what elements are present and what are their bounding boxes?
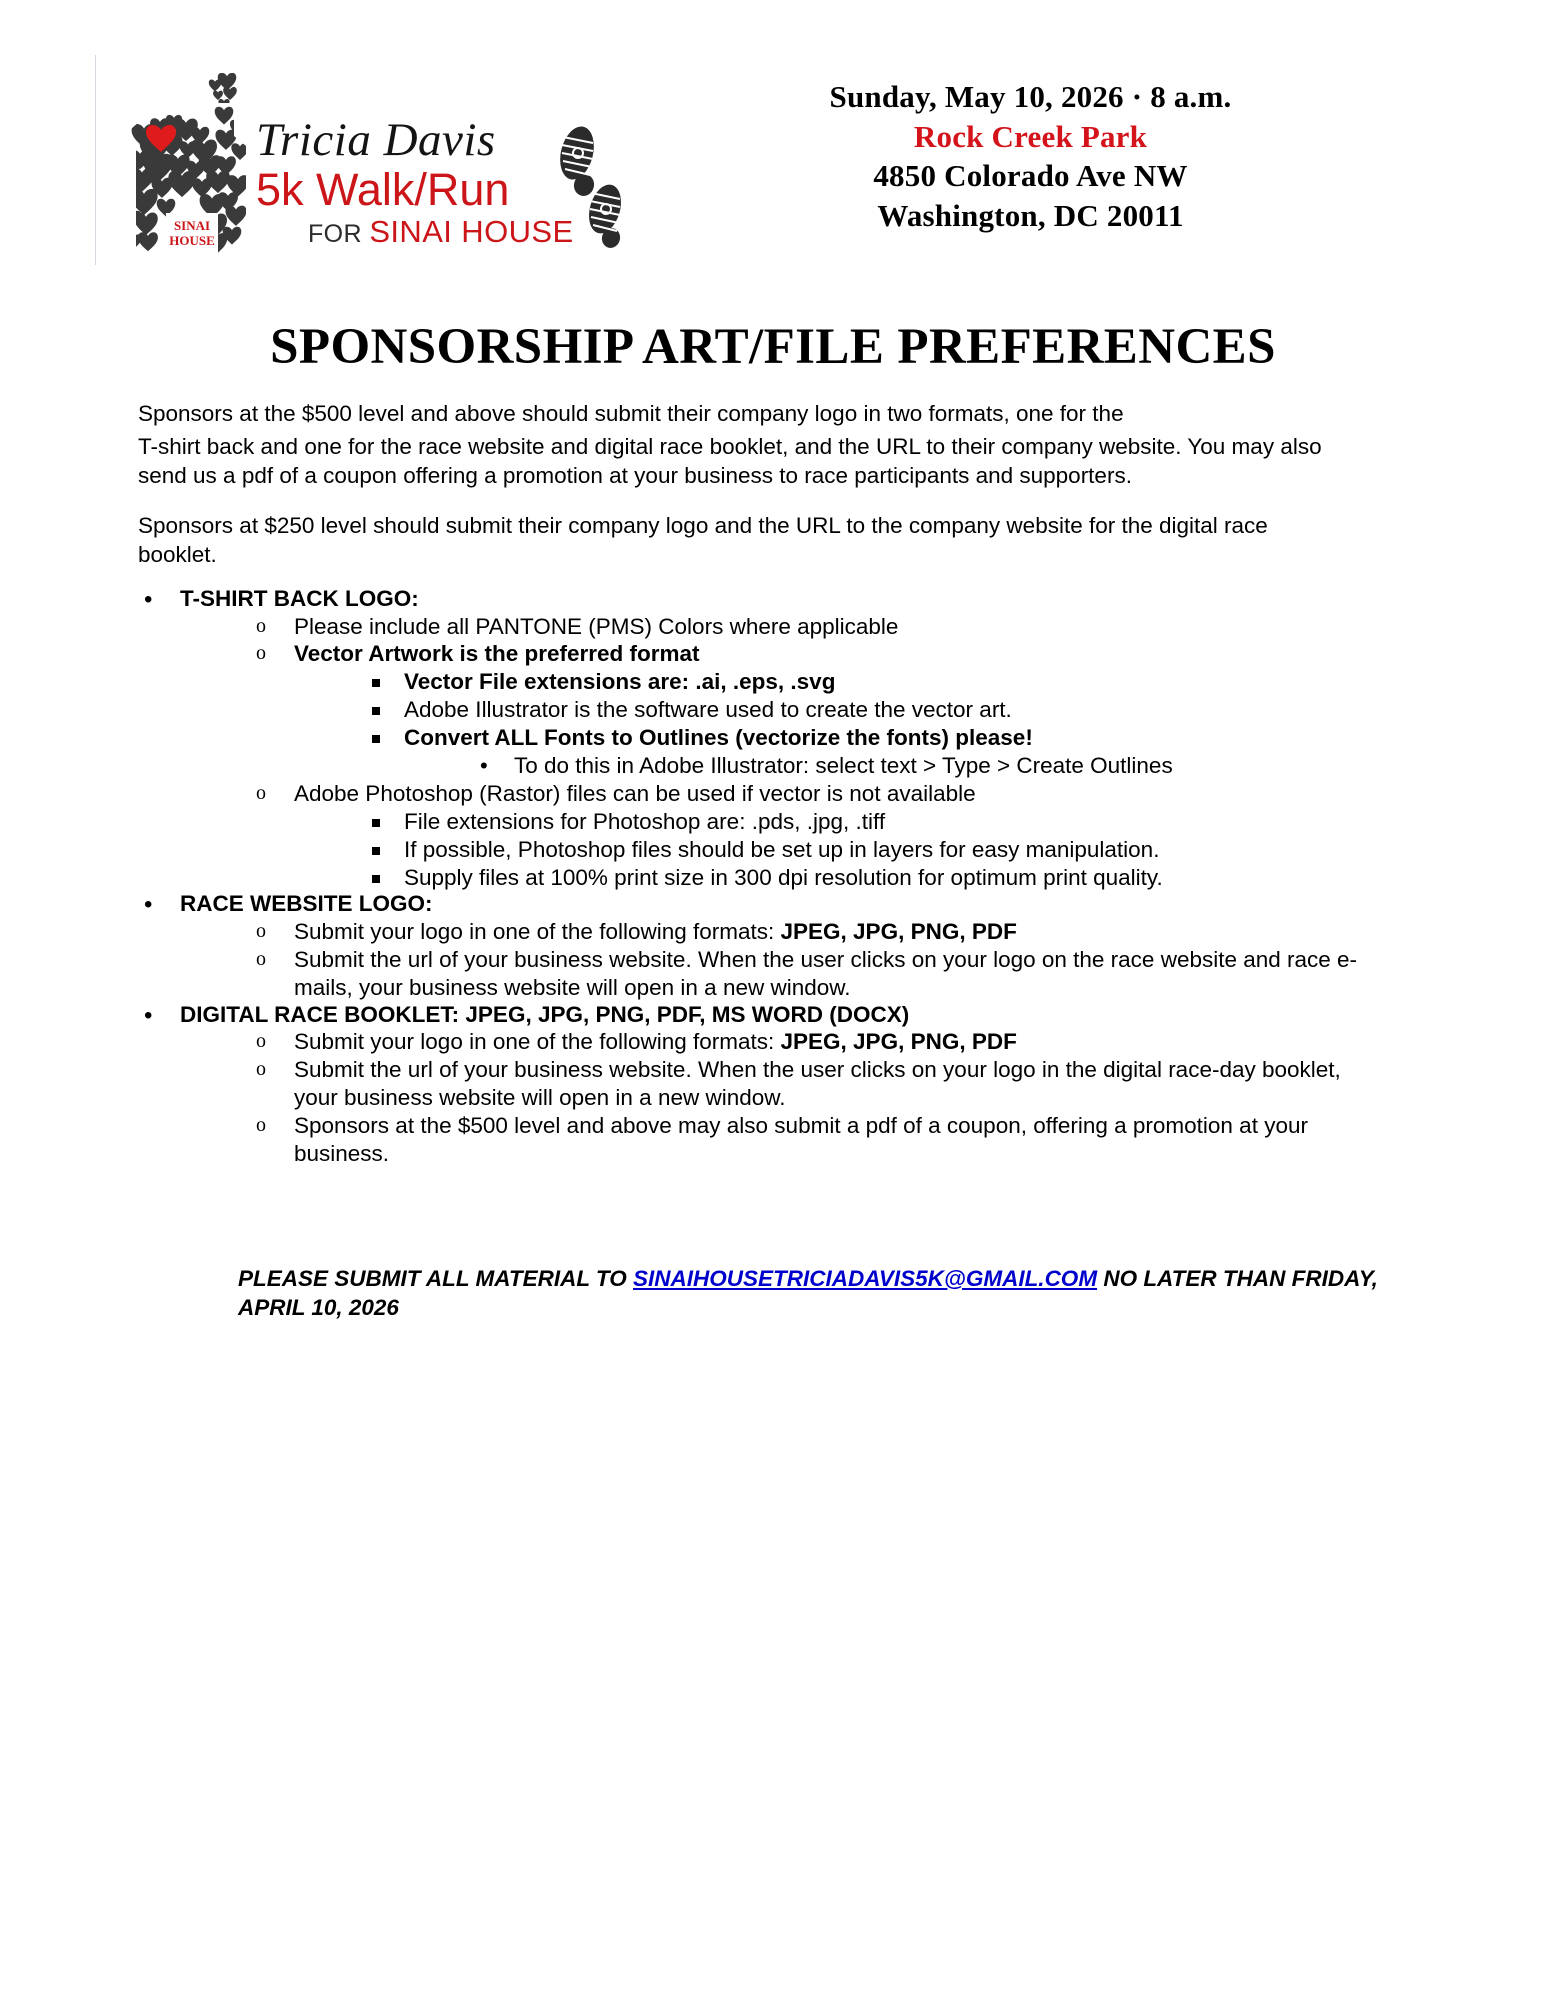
list-item	[252, 613, 1451, 641]
list-item	[366, 864, 1451, 892]
section-heading: T-SHIRT BACK LOGO:	[180, 585, 419, 611]
intro-paragraph-1-line-1: Sponsors at the $500 level and above should submit their company logo in two formats, one for the	[138, 401, 1124, 426]
list-item-formats: JPEG, JPG, PNG, PDF	[780, 1029, 1017, 1055]
page-title: SPONSORSHIP ART/FILE PREFERENCES	[270, 319, 1276, 375]
list-item	[366, 724, 1451, 780]
page-header	[0, 0, 1546, 260]
event-details	[635, 55, 1486, 236]
logo-title-tricia-davis: Tricia Davis	[256, 114, 496, 166]
list-item-label	[294, 1028, 1374, 1056]
list-item-label: Vector Artwork is the preferred format	[294, 641, 700, 667]
logo-subtitle-5k-walk-run: 5k Walk/Run	[256, 164, 510, 215]
event-address: 4850 Colorado Ave NW	[873, 158, 1188, 194]
circle-bullet-icon: o	[256, 1058, 266, 1081]
house-label-house: HOUSE	[169, 233, 215, 248]
bullet-icon: •	[144, 1001, 153, 1029]
list-item	[252, 1056, 1451, 1112]
list-item-label: If possible, Photoshop files should be set up in layers for easy manipulation.	[404, 836, 1160, 862]
square-bullet-icon	[372, 735, 380, 743]
square-bullet-icon	[372, 875, 380, 883]
submit-prefix-text: PLEASE SUBMIT ALL MATERIAL TO	[238, 1265, 634, 1291]
list-item	[366, 696, 1451, 724]
list-item-label: Adobe Illustrator is the software used to create the vector art.	[404, 697, 1012, 723]
circle-bullet-icon: o	[256, 1113, 266, 1136]
event-date-time: Sunday, May 10, 2026 · 8 a.m.	[829, 79, 1232, 114]
square-bullet-icon	[372, 679, 380, 687]
section-tshirt-back-logo	[138, 586, 1451, 891]
list-item	[252, 918, 1451, 946]
circle-bullet-icon: o	[256, 642, 266, 665]
submission-instructions	[0, 1264, 1480, 1323]
list-item	[252, 1112, 1451, 1168]
square-bullet-icon	[372, 847, 380, 855]
list-item	[366, 808, 1451, 836]
list-item-label	[294, 918, 1374, 946]
photoshop-sub-list	[294, 808, 1451, 892]
list-item	[252, 1028, 1451, 1056]
list-item	[476, 752, 1451, 780]
bullet-icon: •	[144, 585, 153, 613]
submission-email-link[interactable]: SINAIHOUSETRICIADAVIS5K@GMAIL.COM	[633, 1265, 1098, 1291]
tshirt-sub-list	[180, 613, 1451, 892]
circle-bullet-icon: o	[256, 919, 266, 942]
section-race-website-logo	[138, 891, 1451, 1001]
square-bullet-icon	[372, 707, 380, 715]
list-item-label: Vector File extensions are: .ai, .eps, .svg	[404, 669, 836, 695]
outlines-sub-list	[404, 752, 1451, 780]
circle-bullet-icon: o	[256, 614, 266, 637]
event-logo	[95, 55, 635, 265]
list-item-label: To do this in Adobe Illustrator: select text > Type > Create Outlines	[514, 752, 1173, 778]
circle-bullet-icon: o	[256, 947, 266, 970]
list-item-formats: JPEG, JPG, PNG, PDF	[780, 918, 1017, 944]
house-label-sinai: SINAI	[173, 218, 211, 233]
section-heading: RACE WEBSITE LOGO:	[180, 891, 433, 917]
logo-for-word: FOR	[308, 220, 370, 249]
logo-org-name: SINAI HOUSE	[369, 214, 574, 250]
bullet-icon: •	[480, 752, 488, 778]
list-item	[252, 640, 1451, 779]
circle-bullet-icon: o	[256, 1030, 266, 1053]
booklet-sub-list	[180, 1028, 1451, 1167]
list-item	[366, 836, 1451, 864]
requirements-list	[138, 586, 1451, 1168]
list-item-label: Submit the url of your business website. When the user clicks on your logo in the digital race-day booklet, your business website will open in a new window.	[294, 1057, 1341, 1110]
circle-bullet-icon: o	[256, 781, 266, 804]
logo-tagline-for-sinai-house	[256, 214, 586, 250]
running-shoe-prints-icon	[551, 123, 627, 248]
intro-paragraph-1-rest: T-shirt back and one for the race website and digital race booklet, and the URL to their company website. You may also send us a pdf of a coupon offering a promotion at your business to race participants and supporters.	[138, 433, 1322, 488]
list-item-label: Adobe Photoshop (Rastor) files can be used if vector is not available	[294, 780, 976, 806]
list-item	[252, 780, 1451, 892]
event-city-state-zip: Washington, DC 20011	[877, 198, 1184, 234]
list-item-label: File extensions for Photoshop are: .pds, .jpg, .tiff	[404, 808, 886, 834]
square-bullet-icon	[372, 819, 380, 827]
logo-wordmark	[256, 114, 586, 250]
intro-paragraph-2: Sponsors at $250 level should submit their company logo and the URL to the company website for the digital race booklet.	[138, 513, 1268, 568]
document-body	[0, 400, 1546, 1168]
list-item	[252, 946, 1451, 1002]
vector-sub-list	[294, 668, 1451, 780]
list-item-label: Convert ALL Fonts to Outlines (vectorize the fonts) please!	[404, 725, 1033, 751]
list-item-label: Sponsors at the $500 level and above may also submit a pdf of a coupon, offering a promotion at your business.	[294, 1112, 1308, 1166]
section-digital-race-booklet	[138, 1002, 1451, 1168]
submit-deadline-text: NO LATER THAN FRIDAY, APRIL 10, 2026	[238, 1265, 1378, 1320]
list-item-label: Submit the url of your business website. When the user clicks on your logo on the race website and race e-mails, your business website will open in a new window.	[294, 946, 1358, 1000]
list-item-label: Supply files at 100% print size in 300 dpi resolution for optimum print quality.	[404, 864, 1163, 890]
section-heading: DIGITAL RACE BOOKLET: JPEG, JPG, PNG, PDF, MS WORD (DOCX)	[180, 1001, 910, 1027]
race-website-sub-list	[180, 918, 1451, 1002]
list-item-label: Please include all PANTONE (PMS) Colors where applicable	[294, 613, 899, 639]
event-venue: Rock Creek Park	[913, 118, 1148, 154]
list-item	[366, 668, 1451, 696]
list-item-text: Submit your logo in one of the following formats:	[294, 1029, 781, 1055]
list-item-text: Submit your logo in one of the following formats:	[294, 918, 781, 944]
bullet-icon: •	[144, 891, 153, 919]
